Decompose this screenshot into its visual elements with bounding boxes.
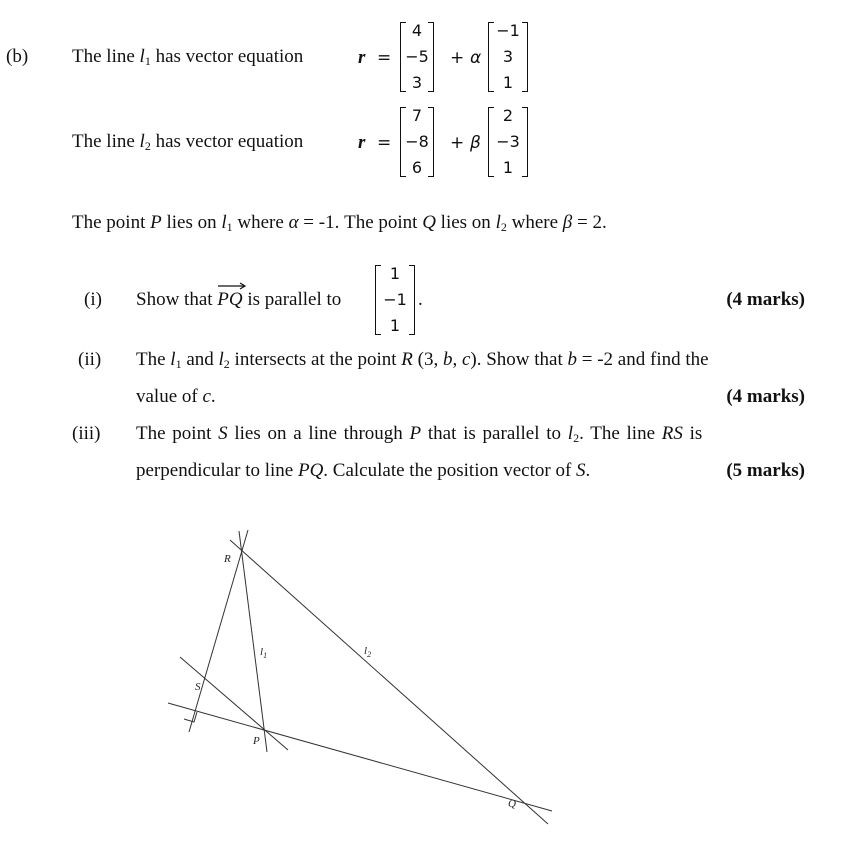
label-l2-name: l	[364, 645, 368, 657]
line2-eq: =	[377, 133, 392, 153]
q1-end: .	[418, 289, 423, 310]
q3-t2: lies on a line through	[227, 423, 410, 444]
label-q: Q	[508, 798, 516, 810]
line2-name: l	[139, 131, 145, 152]
part-label: (b)	[6, 46, 29, 67]
label-l2-sub: 2	[367, 650, 372, 659]
q2-t3: intersects at the point	[229, 349, 402, 370]
line1-point-y: −5	[405, 47, 429, 66]
line1-param: α	[470, 48, 482, 68]
q3-t5: is	[682, 423, 703, 444]
q1-vec-y: −1	[383, 290, 407, 309]
line2-point-z: 6	[411, 158, 423, 177]
line1-prefix: The line	[72, 46, 140, 67]
ps-l-sub: 1	[226, 220, 233, 234]
q3-t1: The point	[136, 423, 219, 444]
q1-vec-x: 1	[389, 264, 401, 283]
q2-c: c	[461, 349, 471, 370]
line2-suffix: has vector equation	[150, 131, 304, 152]
q2-t4: (3,	[412, 349, 443, 370]
q2-l1-sub: 1	[175, 357, 182, 371]
line2-point-x: 7	[411, 106, 423, 125]
ps-t6: where	[506, 212, 563, 233]
line1-sub: 1	[144, 54, 151, 68]
line1-dir-z: 1	[502, 73, 514, 92]
label-p: P	[253, 735, 260, 747]
q3-l-sub: 2	[573, 431, 580, 445]
ps-t1: The point	[72, 212, 151, 233]
right-angle-mark	[184, 712, 197, 722]
line2-sub: 2	[144, 139, 151, 153]
q1-pq-text: PQ	[217, 289, 243, 310]
q2-marks: (4 marks)	[726, 386, 805, 407]
q2-number: (ii)	[78, 349, 102, 370]
q1-number: (i)	[84, 289, 102, 310]
ps-t4: = -1. The point	[298, 212, 423, 233]
q2-t7: = -2 and find the	[577, 349, 709, 370]
line2-dir-x: 2	[502, 106, 514, 125]
label-l1-name: l	[260, 646, 264, 658]
q2-l1: l	[170, 349, 176, 370]
q3-t3: that is parallel to	[421, 423, 568, 444]
line2-point-y: −8	[405, 132, 429, 151]
line-sp	[180, 657, 288, 750]
ps-t3: where	[232, 212, 289, 233]
label-l1-sub: 1	[263, 651, 268, 660]
line1-name: l	[139, 46, 145, 67]
q2-t6: ). Show that	[470, 349, 568, 370]
line-rs	[189, 530, 248, 732]
q1-text-after: is parallel to	[242, 289, 342, 310]
line2-r: r	[358, 132, 366, 153]
q1-text-before: Show that	[136, 289, 218, 310]
ps-l: l	[221, 212, 227, 233]
q3-p: P	[409, 423, 422, 444]
line2-param: β	[470, 133, 481, 153]
q2-t2: and	[181, 349, 219, 370]
ps-t2: lies on	[161, 212, 222, 233]
line1-plus: +	[450, 48, 465, 68]
label-l2	[364, 645, 371, 659]
ps-beta: β	[562, 212, 573, 233]
line-pq	[168, 703, 552, 811]
q3-b-t2: . Calculate the position vector of	[323, 460, 577, 481]
q3-b-t1: perpendicular to line	[136, 460, 298, 481]
q2-r: R	[401, 349, 413, 370]
label-r: R	[224, 553, 231, 565]
label-l1	[260, 646, 267, 660]
q2-t5: ,	[452, 349, 462, 370]
ps-q: Q	[422, 212, 436, 233]
q3-marks: (5 marks)	[726, 460, 805, 481]
line1-eq: =	[377, 48, 392, 68]
q2-l2: l	[218, 349, 224, 370]
line-l2	[230, 540, 548, 824]
line1-point-z: 3	[411, 73, 423, 92]
q3-b-t3: .	[585, 460, 591, 481]
ps-alpha: α	[288, 212, 299, 233]
line1-dir-y: 3	[502, 47, 514, 66]
q2-b-t2: .	[210, 386, 216, 407]
q3-number: (iii)	[72, 423, 101, 444]
q2-l2-sub: 2	[223, 357, 230, 371]
q2-t1: The	[136, 349, 171, 370]
line2-prefix: The line	[72, 131, 140, 152]
q3-b-s: S	[576, 460, 586, 481]
q1-vec-z: 1	[389, 316, 401, 335]
line1-suffix: has vector equation	[150, 46, 304, 67]
line1-dir-x: −1	[496, 21, 520, 40]
ps-t5: lies on	[435, 212, 496, 233]
ps-l2-sub: 2	[500, 220, 507, 234]
line2-dir-z: 1	[502, 158, 514, 177]
ps-l2: l	[495, 212, 501, 233]
q3-s: S	[218, 423, 228, 444]
line2-dir-y: −3	[496, 132, 520, 151]
line2-plus: +	[450, 133, 465, 153]
line1-point-x: 4	[411, 21, 423, 40]
q2-b: b	[442, 349, 453, 370]
q2-b-c: c	[202, 386, 211, 407]
label-s: S	[195, 681, 201, 693]
ps-t7: = 2.	[572, 212, 607, 233]
q2-b2: b	[567, 349, 578, 370]
line1-r: r	[358, 47, 366, 68]
q1-marks: (4 marks)	[726, 289, 805, 310]
line-l1	[239, 531, 267, 752]
q3-b-pq: PQ	[297, 460, 324, 481]
q3-t4: . The line	[579, 423, 662, 444]
q2-b-t1: value of	[136, 386, 203, 407]
q3-l: l	[567, 423, 574, 444]
q3-rs: RS	[661, 423, 683, 444]
ps-p: P	[150, 212, 162, 233]
